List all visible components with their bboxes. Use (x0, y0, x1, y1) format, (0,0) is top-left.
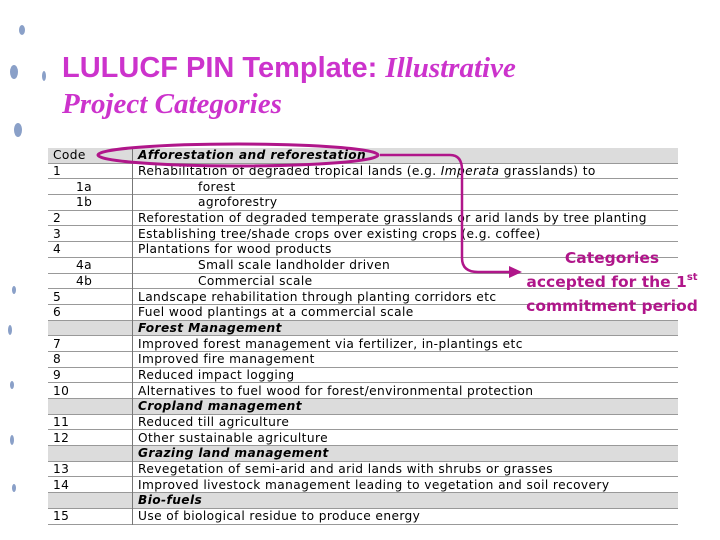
category-code: 1b (48, 195, 133, 211)
category-code: 3 (48, 226, 133, 242)
category-code: 12 (48, 430, 133, 446)
section-header: Grazing land management (133, 446, 679, 462)
callout-line-3: commitment period (526, 297, 698, 315)
category-label: Commercial scale (198, 273, 313, 288)
category-label: Reforestation of degraded temperate grasslands or arid lands by tree planting (138, 211, 647, 226)
title-plain: LULUCF PIN Template: (62, 52, 386, 84)
category-label: Revegetation of semi-arid and arid lands with shrubs or grasses (138, 462, 554, 477)
category-code: 15 (48, 508, 133, 524)
category-code: 4 (48, 242, 133, 258)
category-code: 14 (48, 477, 133, 493)
category-code: 4a (48, 257, 133, 273)
category-code: 11 (48, 414, 133, 430)
category-code: 7 (48, 336, 133, 352)
category-label: forest (198, 179, 236, 194)
section-header: Forest Management (133, 320, 679, 336)
callout-arrow-line (380, 155, 510, 272)
category-label: Landscape rehabilitation through planting corridors etc (138, 289, 497, 304)
highlight-ellipse (98, 144, 378, 166)
category-code: 4b (48, 273, 133, 289)
category-code: 2 (48, 210, 133, 226)
category-label: Other sustainable agriculture (138, 430, 328, 445)
callout-text (512, 246, 712, 318)
callout-line-2: accepted for the 1st (526, 272, 698, 291)
category-code: 5 (48, 289, 133, 305)
category-label: Rehabilitation of degraded tropical lands (e.g. Imperata grasslands) to (138, 164, 596, 179)
category-label: Small scale landholder driven (198, 258, 391, 273)
category-code: 10 (48, 383, 133, 399)
category-label: agroforestry (198, 195, 278, 210)
category-label: Fuel wood plantings at a commercial scale (138, 305, 414, 320)
category-label: Reduced impact logging (138, 367, 295, 382)
category-code: 13 (48, 461, 133, 477)
section-header: Cropland management (133, 399, 679, 415)
category-code: 1a (48, 179, 133, 195)
title-line-2: Project Categories (62, 88, 282, 120)
category-label: Improved forest management via fertilizer, in-plantings etc (138, 336, 523, 351)
category-label: Reduced till agriculture (138, 415, 290, 430)
category-label: Alternatives to fuel wood for forest/environmental protection (138, 383, 534, 398)
category-code: 1 (48, 163, 133, 179)
code-column-header: Code (48, 148, 133, 163)
category-code: 8 (48, 351, 133, 367)
category-code: 6 (48, 304, 133, 320)
afforestation-section-header: Afforestation and reforestation (133, 148, 679, 163)
title-italic: Illustrative (385, 52, 516, 84)
category-code: 9 (48, 367, 133, 383)
section-header: Bio-fuels (133, 493, 679, 509)
callout-line-1: Categories (564, 249, 660, 267)
category-label: Establishing tree/shade crops over existing crops (e.g. coffee) (138, 226, 541, 241)
category-label: Improved livestock management leading to vegetation and soil recovery (138, 477, 610, 492)
category-label: Use of biological residue to produce energy (138, 509, 421, 524)
category-label: Plantations for wood products (138, 242, 332, 257)
category-label: Improved fire management (138, 352, 315, 367)
